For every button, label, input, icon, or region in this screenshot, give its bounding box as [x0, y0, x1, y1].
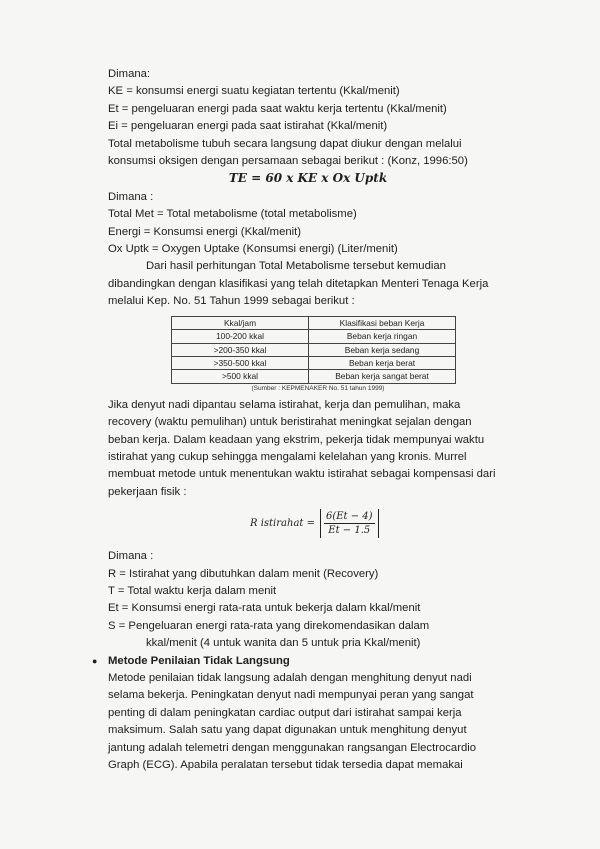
text-line: recovery (waktu pemulihan) untuk beristirahat meningkat sejalan dengan [108, 416, 472, 429]
text-line: Total metabolisme tubuh secara langsung dapat diukur dengan melalui [108, 137, 462, 150]
table-cell: 100-200 kkal [172, 330, 309, 343]
formula-numerator: 6(Et − 4) [325, 511, 373, 523]
formula-denominator: Et − 1.5 [328, 525, 371, 537]
text-line: KE = konsumsi energi suatu kegiatan tertentu (Kkal/menit) [108, 85, 400, 98]
text-line: Dimana : [108, 190, 154, 203]
table-cell: >500 kkal [172, 370, 309, 383]
text-line: melalui Kep. No. 51 Tahun 1999 sebagai berikut : [108, 295, 355, 308]
text-line: istirahat yang cukup sehingga mengalami kelelahan yang kronis. Murrel [108, 450, 467, 463]
text-line: beban kerja. Dalam keadaan yang ekstrim, pekerja tidak mempunyai waktu [108, 433, 485, 446]
table-cell: Beban kerja sedang [309, 343, 456, 356]
text-line: R = Istirahat yang dibutuhkan dalam menit (Recovery) [108, 567, 379, 580]
text-line: dibandingkan dengan klasifikasi yang telah ditetapkan Menteri Tenaga Kerja [108, 277, 489, 290]
table-header-row [172, 316, 456, 329]
text-line: Energi = Konsumsi energi (Kkal/menit) [108, 225, 302, 238]
bullet-item [92, 653, 508, 670]
page-content [92, 66, 508, 774]
text-line: pekerjaan fisik : [108, 485, 187, 498]
text-line: Et = pengeluaran energi pada saat waktu kerja tertentu (Kkal/menit) [108, 102, 447, 115]
table-cell: Beban kerja ringan [309, 330, 456, 343]
table-row [172, 356, 456, 369]
text-line: membuat metode untuk menentukan waktu istirahat sebagai kompensasi dari [108, 468, 496, 481]
text-line: Ei = pengeluaran energi pada saat istirahat (Kkal/menit) [108, 120, 388, 133]
table-cell: >350-500 kkal [172, 356, 309, 369]
bullet-title: Metode Penilaian Tidak Langsung [108, 654, 290, 667]
table-cell: Beban kerja sangat berat [309, 370, 456, 383]
text-line: Total Met = Total metabolisme (total metabolisme) [108, 208, 357, 221]
classification-table [171, 316, 456, 384]
text-line: konsumsi oksigen dengan persamaan sebagai berikut : (Konz, 1996:50) [108, 155, 468, 168]
text-line: Dari hasil perhitungan Total Metabolisme tersebut kemudian [146, 260, 446, 273]
text-line: Dimana : [108, 550, 154, 563]
text-line: jantung adalah telemetri dengan menggunakan rangsangan Electrocardio [108, 741, 477, 754]
text-line: kkal/menit (4 untuk wanita dan 5 untuk pria Kkal/menit) [146, 637, 421, 650]
table-row [172, 330, 456, 343]
text-line: Graph (ECG). Apabila peralatan tersebut tidak tersedia dapat memakai [108, 759, 463, 772]
text-line: penting di dalam peningkatan cardiac output dari istirahat sampai kerja [108, 706, 462, 719]
formula-fraction [320, 509, 379, 538]
table-row [172, 343, 456, 356]
table-cell: Beban kerja berat [309, 356, 456, 369]
text-line: Jika denyut nadi dipantau selama istirahat, kerja dan pemulihan, maka [108, 398, 461, 411]
formula-r-istirahat [250, 509, 508, 538]
text-line: Metode penilaian tidak langsung adalah dengan menghitung denyut nadi [108, 672, 472, 684]
table-source: (Sumber : KEPMENAKER No. 51 tahun 1999) [251, 384, 385, 392]
text-line: Et = Konsumsi energi rata-rata untuk bekerja dalam kkal/menit [108, 602, 421, 615]
formula-te: TE = 60 x KE x Ox Uptk [228, 171, 388, 186]
formula-lhs: R istirahat = [250, 517, 315, 529]
bullet-icon: ● [92, 655, 98, 666]
column-header: Kkal/jam [172, 316, 309, 329]
table-row [172, 370, 456, 383]
text-line: selama bekerja. Peningkatan denyut nadi mempunyai peran yang sangat [108, 689, 474, 702]
column-header: Klasifikasi beban Kerja [309, 316, 456, 329]
text-line: maksimum. Salah satu yang dapat digunakan untuk menghitung denyut [108, 724, 467, 737]
text-line: S = Pengeluaran energi rata-rata yang direkomendasikan dalam [108, 619, 430, 632]
text-line: Ox Uptk = Oxygen Uptake (Konsumsi energi) (Liter/menit) [108, 243, 398, 256]
table-cell: >200-350 kkal [172, 343, 309, 356]
text-line: Dimana: [108, 68, 151, 80]
text-line: T = Total waktu kerja dalam menit [108, 584, 277, 597]
